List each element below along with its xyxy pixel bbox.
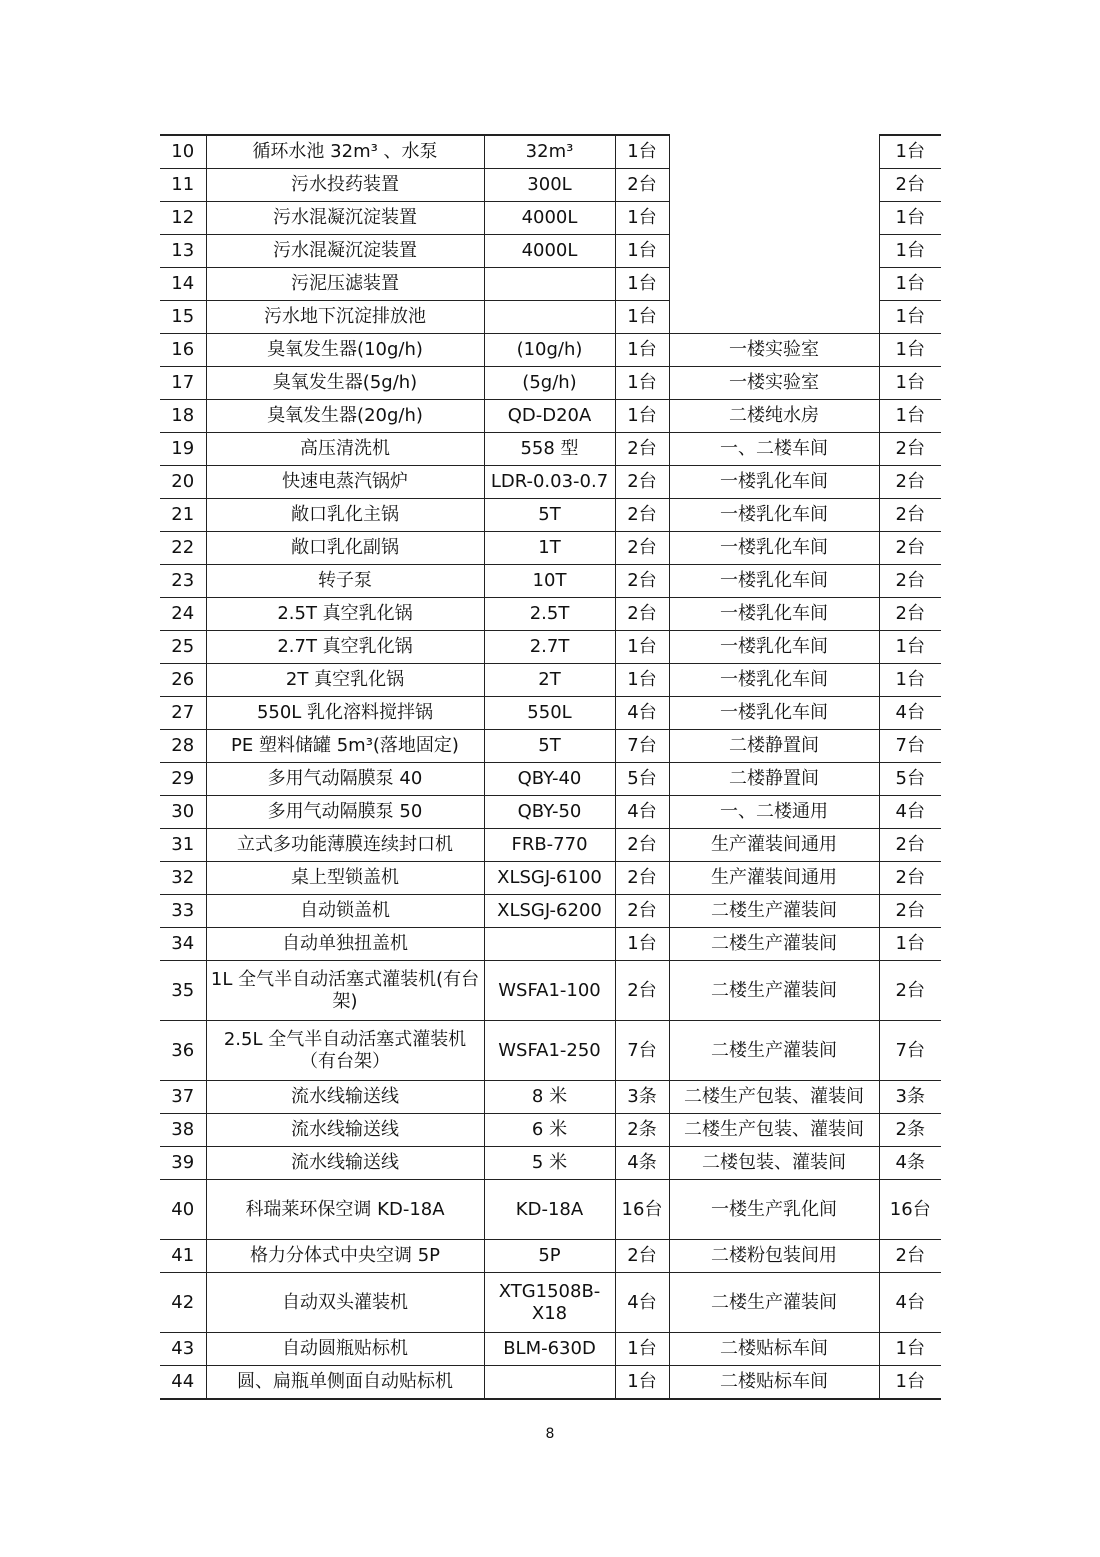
table-row xyxy=(160,697,941,730)
location: 二楼生产灌装间 xyxy=(669,928,879,961)
quantity-total: 2台 xyxy=(879,961,941,1021)
quantity: 1台 xyxy=(615,367,669,400)
location: 生产灌装间通用 xyxy=(669,829,879,862)
equipment-spec: QBY-40 xyxy=(484,763,615,796)
quantity-total: 2台 xyxy=(879,466,941,499)
table-row xyxy=(160,268,941,301)
table-row xyxy=(160,169,941,202)
equipment-spec: 2.7T xyxy=(484,631,615,664)
quantity: 2台 xyxy=(615,895,669,928)
equipment-name: 臭氧发生器(10g/h) xyxy=(206,334,484,367)
location: 二楼贴标车间 xyxy=(669,1333,879,1366)
location: 二楼纯水房 xyxy=(669,400,879,433)
row-number: 23 xyxy=(160,565,206,598)
table-row xyxy=(160,895,941,928)
row-number: 36 xyxy=(160,1021,206,1081)
equipment-name: 流水线输送线 xyxy=(206,1114,484,1147)
quantity-total: 1台 xyxy=(879,334,941,367)
quantity: 2条 xyxy=(615,1114,669,1147)
location: 二楼生产包装、灌装间 xyxy=(669,1081,879,1114)
equipment-spec: LDR-0.03-0.7 xyxy=(484,466,615,499)
quantity: 2台 xyxy=(615,961,669,1021)
location xyxy=(669,135,879,169)
quantity-total: 1台 xyxy=(879,235,941,268)
row-number: 39 xyxy=(160,1147,206,1180)
table-row xyxy=(160,664,941,697)
quantity-total: 1台 xyxy=(879,664,941,697)
equipment-name: 立式多功能薄膜连续封口机 xyxy=(206,829,484,862)
quantity-total: 4台 xyxy=(879,697,941,730)
quantity: 4条 xyxy=(615,1147,669,1180)
table-row xyxy=(160,466,941,499)
location xyxy=(669,268,879,301)
quantity-total: 1台 xyxy=(879,202,941,235)
quantity: 2台 xyxy=(615,829,669,862)
equipment-name: 敞口乳化主锅 xyxy=(206,499,484,532)
location: 一楼乳化车间 xyxy=(669,565,879,598)
row-number: 13 xyxy=(160,235,206,268)
equipment-spec: 1T xyxy=(484,532,615,565)
quantity: 1台 xyxy=(615,301,669,334)
row-number: 14 xyxy=(160,268,206,301)
equipment-spec: 300L xyxy=(484,169,615,202)
table-row xyxy=(160,1240,941,1273)
equipment-spec xyxy=(484,268,615,301)
quantity-total: 2台 xyxy=(879,1240,941,1273)
location: 二楼生产包装、灌装间 xyxy=(669,1114,879,1147)
equipment-name: 臭氧发生器(20g/h) xyxy=(206,400,484,433)
table-row xyxy=(160,235,941,268)
equipment-name: 敞口乳化副锅 xyxy=(206,532,484,565)
quantity-total: 2台 xyxy=(879,862,941,895)
equipment-name: 多用气动隔膜泵 50 xyxy=(206,796,484,829)
quantity-total: 1台 xyxy=(879,1366,941,1400)
quantity-total: 4条 xyxy=(879,1147,941,1180)
quantity: 1台 xyxy=(615,631,669,664)
equipment-spec: 558 型 xyxy=(484,433,615,466)
quantity-total: 16台 xyxy=(879,1180,941,1240)
quantity-total: 3条 xyxy=(879,1081,941,1114)
row-number: 19 xyxy=(160,433,206,466)
quantity-total: 1台 xyxy=(879,1333,941,1366)
quantity: 5台 xyxy=(615,763,669,796)
location: 一楼生产乳化间 xyxy=(669,1180,879,1240)
table-row xyxy=(160,631,941,664)
table-row xyxy=(160,1147,941,1180)
table-row xyxy=(160,961,941,1021)
quantity-total: 7台 xyxy=(879,730,941,763)
equipment-name: 转子泵 xyxy=(206,565,484,598)
equipment-spec: KD-18A xyxy=(484,1180,615,1240)
location xyxy=(669,235,879,268)
quantity: 2台 xyxy=(615,862,669,895)
location: 二楼贴标车间 xyxy=(669,1366,879,1400)
table-row xyxy=(160,763,941,796)
quantity-total: 2条 xyxy=(879,1114,941,1147)
row-number: 18 xyxy=(160,400,206,433)
equipment-name: 550L 乳化溶料搅拌锅 xyxy=(206,697,484,730)
equipment-name: 科瑞莱环保空调 KD-18A xyxy=(206,1180,484,1240)
equipment-spec: (10g/h) xyxy=(484,334,615,367)
row-number: 11 xyxy=(160,169,206,202)
location: 二楼生产灌装间 xyxy=(669,895,879,928)
quantity-total: 4台 xyxy=(879,1273,941,1333)
quantity-total: 1台 xyxy=(879,301,941,334)
row-number: 35 xyxy=(160,961,206,1021)
table-row xyxy=(160,1273,941,1333)
equipment-name: 污水混凝沉淀装置 xyxy=(206,235,484,268)
equipment-spec: 5T xyxy=(484,730,615,763)
quantity: 2台 xyxy=(615,1240,669,1273)
location: 一楼乳化车间 xyxy=(669,598,879,631)
row-number: 21 xyxy=(160,499,206,532)
location xyxy=(669,169,879,202)
equipment-spec: 8 米 xyxy=(484,1081,615,1114)
equipment-spec: 6 米 xyxy=(484,1114,615,1147)
quantity-total: 2台 xyxy=(879,532,941,565)
quantity-total: 2台 xyxy=(879,598,941,631)
table-row xyxy=(160,862,941,895)
equipment-name: 自动锁盖机 xyxy=(206,895,484,928)
equipment-table xyxy=(160,134,941,1400)
quantity: 1台 xyxy=(615,235,669,268)
table-row xyxy=(160,367,941,400)
table-row xyxy=(160,532,941,565)
quantity: 16台 xyxy=(615,1180,669,1240)
quantity-total: 1台 xyxy=(879,367,941,400)
table-row xyxy=(160,598,941,631)
equipment-name: 2.7T 真空乳化锅 xyxy=(206,631,484,664)
equipment-spec: 2T xyxy=(484,664,615,697)
table-row xyxy=(160,334,941,367)
equipment-spec: WSFA1-100 xyxy=(484,961,615,1021)
location: 一楼乳化车间 xyxy=(669,532,879,565)
quantity: 2台 xyxy=(615,565,669,598)
table-row xyxy=(160,1366,941,1400)
equipment-spec: 4000L xyxy=(484,235,615,268)
equipment-spec: (5g/h) xyxy=(484,367,615,400)
row-number: 24 xyxy=(160,598,206,631)
equipment-spec: 5P xyxy=(484,1240,615,1273)
equipment-spec: 550L xyxy=(484,697,615,730)
quantity: 1台 xyxy=(615,268,669,301)
quantity: 1台 xyxy=(615,202,669,235)
table-row xyxy=(160,829,941,862)
quantity: 2台 xyxy=(615,433,669,466)
equipment-spec: QD-D20A xyxy=(484,400,615,433)
equipment-name: 污泥压滤装置 xyxy=(206,268,484,301)
quantity: 4台 xyxy=(615,697,669,730)
quantity: 1台 xyxy=(615,928,669,961)
table-row xyxy=(160,1021,941,1081)
quantity-total: 1台 xyxy=(879,928,941,961)
quantity: 3条 xyxy=(615,1081,669,1114)
location: 一楼乳化车间 xyxy=(669,631,879,664)
location: 一楼实验室 xyxy=(669,334,879,367)
row-number: 32 xyxy=(160,862,206,895)
equipment-name: 流水线输送线 xyxy=(206,1147,484,1180)
page-number: 8 xyxy=(545,1426,555,1442)
location: 一楼乳化车间 xyxy=(669,697,879,730)
location: 一、二楼通用 xyxy=(669,796,879,829)
table-row xyxy=(160,301,941,334)
equipment-spec: 10T xyxy=(484,565,615,598)
quantity: 7台 xyxy=(615,730,669,763)
table-row xyxy=(160,1180,941,1240)
location: 二楼生产灌装间 xyxy=(669,1273,879,1333)
equipment-name: 快速电蒸汽锅炉 xyxy=(206,466,484,499)
equipment-name: 1L 全气半自动活塞式灌装机(有台架) xyxy=(206,961,484,1021)
location: 一楼乳化车间 xyxy=(669,664,879,697)
location xyxy=(669,202,879,235)
equipment-name: 自动双头灌装机 xyxy=(206,1273,484,1333)
location xyxy=(669,301,879,334)
row-number: 31 xyxy=(160,829,206,862)
equipment-name: 2.5T 真空乳化锅 xyxy=(206,598,484,631)
quantity: 1台 xyxy=(615,334,669,367)
quantity: 1台 xyxy=(615,1333,669,1366)
table-row xyxy=(160,499,941,532)
equipment-name: 桌上型锁盖机 xyxy=(206,862,484,895)
quantity: 1台 xyxy=(615,664,669,697)
equipment-spec xyxy=(484,301,615,334)
quantity-total: 1台 xyxy=(879,631,941,664)
row-number: 42 xyxy=(160,1273,206,1333)
row-number: 16 xyxy=(160,334,206,367)
row-number: 15 xyxy=(160,301,206,334)
row-number: 44 xyxy=(160,1366,206,1400)
table-row xyxy=(160,1333,941,1366)
location: 一楼乳化车间 xyxy=(669,466,879,499)
quantity-total: 1台 xyxy=(879,268,941,301)
row-number: 33 xyxy=(160,895,206,928)
equipment-spec: XLSGJ-6200 xyxy=(484,895,615,928)
row-number: 29 xyxy=(160,763,206,796)
quantity: 2台 xyxy=(615,499,669,532)
quantity-total: 2台 xyxy=(879,499,941,532)
equipment-spec: 2.5T xyxy=(484,598,615,631)
table-row xyxy=(160,433,941,466)
table-row xyxy=(160,796,941,829)
equipment-name: 污水混凝沉淀装置 xyxy=(206,202,484,235)
row-number: 30 xyxy=(160,796,206,829)
equipment-spec xyxy=(484,1366,615,1400)
quantity: 2台 xyxy=(615,466,669,499)
row-number: 28 xyxy=(160,730,206,763)
quantity: 2台 xyxy=(615,169,669,202)
quantity-total: 1台 xyxy=(879,400,941,433)
equipment-name: PE 塑料储罐 5m³(落地固定) xyxy=(206,730,484,763)
equipment-name: 2T 真空乳化锅 xyxy=(206,664,484,697)
quantity-total: 2台 xyxy=(879,565,941,598)
equipment-spec: 5 米 xyxy=(484,1147,615,1180)
location: 二楼包装、灌装间 xyxy=(669,1147,879,1180)
equipment-name: 自动单独扭盖机 xyxy=(206,928,484,961)
quantity-total: 2台 xyxy=(879,895,941,928)
equipment-name: 格力分体式中央空调 5P xyxy=(206,1240,484,1273)
row-number: 27 xyxy=(160,697,206,730)
location: 二楼生产灌装间 xyxy=(669,961,879,1021)
equipment-name: 高压清洗机 xyxy=(206,433,484,466)
location: 一楼乳化车间 xyxy=(669,499,879,532)
row-number: 34 xyxy=(160,928,206,961)
equipment-name: 污水投药装置 xyxy=(206,169,484,202)
quantity-total: 4台 xyxy=(879,796,941,829)
location: 二楼生产灌装间 xyxy=(669,1021,879,1081)
quantity: 7台 xyxy=(615,1021,669,1081)
table-row xyxy=(160,730,941,763)
equipment-spec: QBY-50 xyxy=(484,796,615,829)
quantity: 1台 xyxy=(615,135,669,169)
equipment-spec: XLSGJ-6100 xyxy=(484,862,615,895)
row-number: 37 xyxy=(160,1081,206,1114)
quantity: 4台 xyxy=(615,1273,669,1333)
table-row xyxy=(160,1114,941,1147)
table-row xyxy=(160,135,941,169)
equipment-spec: WSFA1-250 xyxy=(484,1021,615,1081)
quantity-total: 1台 xyxy=(879,135,941,169)
table-row xyxy=(160,565,941,598)
equipment-name: 自动圆瓶贴标机 xyxy=(206,1333,484,1366)
row-number: 25 xyxy=(160,631,206,664)
table-row xyxy=(160,1081,941,1114)
quantity: 4台 xyxy=(615,796,669,829)
equipment-spec: 5T xyxy=(484,499,615,532)
table-row xyxy=(160,400,941,433)
location: 二楼静置间 xyxy=(669,763,879,796)
table-row xyxy=(160,928,941,961)
quantity: 2台 xyxy=(615,598,669,631)
row-number: 20 xyxy=(160,466,206,499)
quantity: 1台 xyxy=(615,400,669,433)
location: 生产灌装间通用 xyxy=(669,862,879,895)
row-number: 26 xyxy=(160,664,206,697)
equipment-name: 多用气动隔膜泵 40 xyxy=(206,763,484,796)
equipment-name: 污水地下沉淀排放池 xyxy=(206,301,484,334)
table-row xyxy=(160,202,941,235)
location: 一、二楼车间 xyxy=(669,433,879,466)
equipment-spec: FRB-770 xyxy=(484,829,615,862)
equipment-spec: XTG1508B-X18 xyxy=(484,1273,615,1333)
equipment-name: 2.5L 全气半自动活塞式灌装机（有台架） xyxy=(206,1021,484,1081)
row-number: 38 xyxy=(160,1114,206,1147)
quantity-total: 5台 xyxy=(879,763,941,796)
quantity-total: 7台 xyxy=(879,1021,941,1081)
equipment-spec: 32m³ xyxy=(484,135,615,169)
equipment-name: 臭氧发生器(5g/h) xyxy=(206,367,484,400)
equipment-name: 循环水池 32m³ 、水泵 xyxy=(206,135,484,169)
equipment-name: 流水线输送线 xyxy=(206,1081,484,1114)
equipment-spec: BLM-630D xyxy=(484,1333,615,1366)
location: 二楼粉包装间用 xyxy=(669,1240,879,1273)
quantity-total: 2台 xyxy=(879,829,941,862)
location: 一楼实验室 xyxy=(669,367,879,400)
equipment-spec: 4000L xyxy=(484,202,615,235)
row-number: 41 xyxy=(160,1240,206,1273)
row-number: 43 xyxy=(160,1333,206,1366)
quantity-total: 2台 xyxy=(879,433,941,466)
row-number: 12 xyxy=(160,202,206,235)
equipment-spec xyxy=(484,928,615,961)
quantity-total: 2台 xyxy=(879,169,941,202)
quantity: 2台 xyxy=(615,532,669,565)
row-number: 17 xyxy=(160,367,206,400)
row-number: 22 xyxy=(160,532,206,565)
location: 二楼静置间 xyxy=(669,730,879,763)
row-number: 40 xyxy=(160,1180,206,1240)
quantity: 1台 xyxy=(615,1366,669,1400)
row-number: 10 xyxy=(160,135,206,169)
equipment-name: 圆、扁瓶单侧面自动贴标机 xyxy=(206,1366,484,1400)
